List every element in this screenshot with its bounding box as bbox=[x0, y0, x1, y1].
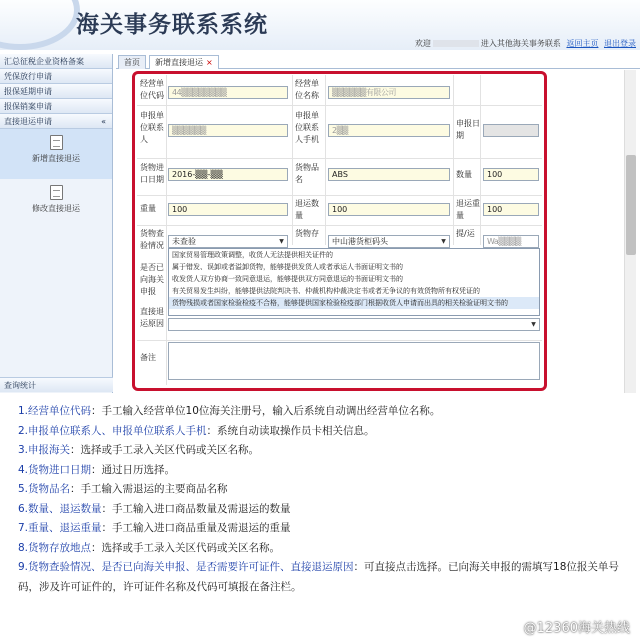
contact-input[interactable]: ▒▒▒▒▒▒ bbox=[168, 124, 288, 137]
mobile-label: 申报单位联系人手机 bbox=[295, 111, 319, 144]
date-label: 申报日期 bbox=[456, 119, 480, 140]
inspect-select[interactable]: 未查验 ▼ bbox=[168, 235, 288, 248]
op-code-label: 经营单位代码 bbox=[140, 79, 164, 100]
return-weight-label: 退运重量 bbox=[456, 199, 480, 220]
sidebar-sub-new-return-label: 新增直接退运 bbox=[32, 154, 80, 163]
reason-option[interactable]: 国家贸易管理政策调整，收货人无法提供相关证件的 bbox=[172, 251, 333, 259]
sidebar-item-direct-return[interactable] bbox=[0, 114, 112, 129]
mobile-input[interactable]: 2▒▒ bbox=[328, 124, 450, 137]
header-links bbox=[415, 38, 636, 49]
reason-option[interactable]: 有关贸易发生纠纷，能够提供法院判决书、仲裁机构仲裁决定书或者无争议的有效货物所有权凭证的 bbox=[172, 287, 480, 295]
goods-label: 货物品名 bbox=[295, 163, 319, 184]
sidebar-sub-edit-return[interactable] bbox=[0, 179, 112, 229]
app-header bbox=[0, 0, 640, 50]
tab-new-return-label: 新增直接退运 bbox=[155, 58, 203, 67]
bl-label: 提/运 bbox=[456, 229, 475, 238]
weight-input[interactable]: 100 bbox=[168, 203, 288, 216]
instruction-line: 1.经营单位代码：手工输入经营单位10位海关注册号，输入后系统自动调出经营单位名称。 bbox=[18, 405, 441, 417]
sidebar bbox=[0, 54, 113, 393]
contact-label: 申报单位联系人 bbox=[140, 111, 164, 144]
reason-label: 直接退运原因 bbox=[140, 307, 164, 328]
instruction-line: 3.申报海关：选择或手工录入关区代码或关区名称。 bbox=[18, 444, 260, 456]
sidebar-item-guarantee-release[interactable]: 凭保放行申请 bbox=[0, 69, 112, 84]
chevron-down-icon: ▼ bbox=[531, 321, 536, 328]
qty-label: 数量 bbox=[456, 170, 472, 179]
logout-link[interactable]: 退出登录 bbox=[604, 39, 636, 48]
tab-bar bbox=[116, 54, 640, 69]
instruction-line: 5.货物品名：手工输入需退运的主要商品名称 bbox=[18, 483, 228, 495]
app-title: 海关事务联系系统 bbox=[76, 11, 268, 38]
home-link[interactable]: 返回主页 bbox=[566, 39, 599, 48]
sidebar-item-guarantee-close[interactable]: 报保销案申请 bbox=[0, 99, 112, 114]
instruction-line: 8.货物存放地点：选择或手工录入关区代码或关区名称。 bbox=[18, 541, 281, 554]
instructions bbox=[18, 402, 630, 597]
instruction-line: 7.重量、退运重量：手工输入进口商品重量及需退运的重量 bbox=[18, 522, 291, 534]
sidebar-sub-edit-return-label: 修改直接退运 bbox=[32, 204, 80, 213]
reason-option[interactable]: 货物残损或者国家检验检疫不合格，能够提供国家检验检疫部门根据收货人申请而出具的相关检验证明文书的 bbox=[169, 297, 539, 309]
close-icon[interactable]: × bbox=[206, 58, 213, 67]
import-date-input[interactable]: 2016-▒▒-▒▒ bbox=[168, 168, 288, 181]
instruction-line: 2.申报单位联系人、申报单位联系人手机：系统自动读取操作员卡相关信息。 bbox=[18, 424, 375, 437]
op-name-input[interactable]: ▒▒▒▒▒▒有限公司 bbox=[328, 86, 450, 99]
sidebar-item-summary-tax[interactable]: 汇总征税企业资格备案 bbox=[0, 54, 112, 69]
qty-input[interactable]: 100 bbox=[483, 168, 539, 181]
chevron-down-icon: ▼ bbox=[441, 238, 446, 245]
tab-new-return[interactable] bbox=[149, 55, 219, 69]
return-qty-input[interactable]: 100 bbox=[328, 203, 450, 216]
bl-input[interactable]: Wa▒▒▒▒ bbox=[483, 235, 539, 248]
document-icon bbox=[50, 135, 63, 150]
sidebar-item-direct-return-label: 直接退运申请 bbox=[4, 117, 52, 126]
reason-option[interactable]: 属于错发、误卸或者溢卸货物，能够提供发货人或者承运人书面证明文书的 bbox=[172, 263, 403, 271]
reason-option[interactable]: 收发货人双方协商一致同意退运，能够提供双方同意退运的书面证明文书的 bbox=[172, 275, 403, 283]
instruction-line: 6.数量、退运数量：手工输入进口商品数量及需退运的数量 bbox=[18, 502, 291, 515]
storage-select[interactable]: 中山港货柜码头 ▼ bbox=[328, 235, 450, 248]
op-code-input[interactable]: 44▒▒▒▒▒▒▒▒ bbox=[168, 86, 288, 99]
scrollbar[interactable] bbox=[624, 70, 636, 393]
storage-label: 货物存 bbox=[295, 229, 319, 238]
return-qty-label: 退运数量 bbox=[295, 199, 319, 220]
customs-label: 是否已向海关申报 bbox=[140, 263, 164, 296]
logo-icon bbox=[0, 0, 80, 50]
import-date-label: 货物进口日期 bbox=[140, 163, 164, 184]
sidebar-sub-new-return[interactable] bbox=[0, 129, 112, 179]
remark-label: 备注 bbox=[140, 353, 156, 362]
collapse-icon[interactable]: « bbox=[101, 117, 106, 126]
document-icon bbox=[50, 185, 63, 200]
instruction-line: 9.货物查验情况、是否已向海关申报、是否需要许可证件、直接退运原因：可直接点击选择。已向海关申报的需填写18位报关单号码，涉及许可证件的，许可证件名称及代码可填报在备注栏。 bbox=[18, 561, 619, 593]
highlight-frame bbox=[132, 71, 547, 391]
username-redacted bbox=[433, 40, 479, 47]
chevron-down-icon: ▼ bbox=[279, 238, 284, 245]
return-weight-input[interactable]: 100 bbox=[483, 203, 539, 216]
inspect-label: 货物查验情况 bbox=[140, 229, 164, 250]
welcome-suffix: 进入其他海关事务联系 bbox=[480, 39, 561, 48]
sidebar-item-query-stats[interactable]: 查询统计 bbox=[0, 377, 113, 392]
watermark: @12360海关热线 bbox=[523, 621, 630, 636]
goods-input[interactable]: ABS bbox=[328, 168, 450, 181]
op-name-label: 经营单位名称 bbox=[295, 79, 319, 100]
scroll-thumb[interactable] bbox=[626, 155, 636, 255]
sidebar-item-guarantee-extension[interactable]: 报保延期申请 bbox=[0, 84, 112, 99]
tab-home[interactable]: 首页 bbox=[118, 55, 146, 69]
weight-label: 重量 bbox=[140, 204, 156, 213]
instruction-line: 4.货物进口日期：通过日历选择。 bbox=[18, 463, 176, 476]
welcome-prefix: 欢迎 bbox=[414, 39, 431, 48]
